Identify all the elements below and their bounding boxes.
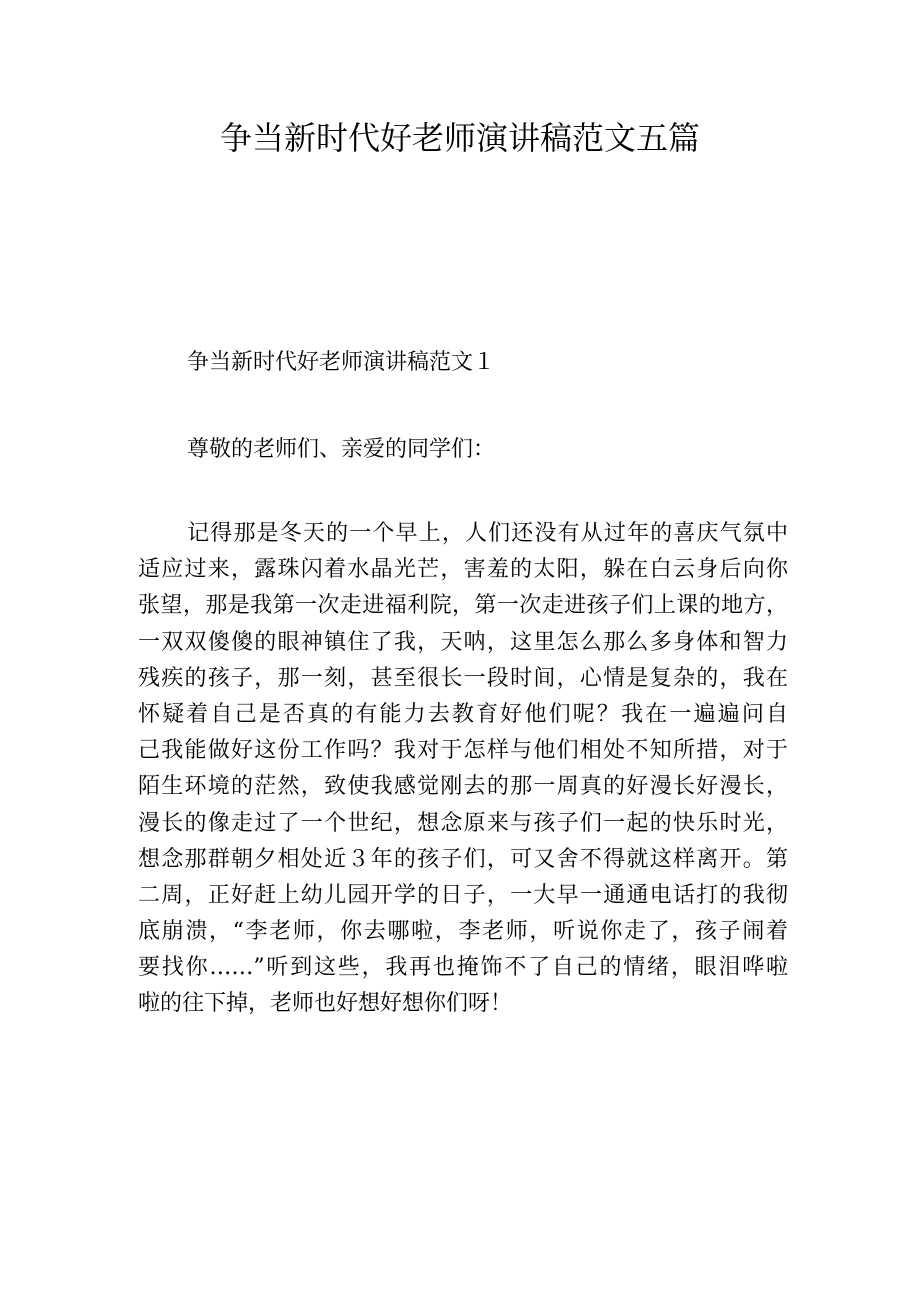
paragraph-line: 想念那群朝夕相处近３年的孩子们，可又舍不得就这样离开。第 (138, 846, 788, 872)
paragraph-line: 己我能做好这份工作吗？我对于怎样与他们相处不知所措，对于 (138, 738, 788, 764)
paragraph-line: 张望，那是我第一次走进福利院，第一次走进孩子们上课的地方， (138, 593, 788, 619)
paragraph-line: 啦的往下掉，老师也好想好想你们呀！ (138, 991, 513, 1017)
paragraph-line: 陌生环境的茫然，致使我感觉刚去的那一周真的好漫长好漫长， (138, 774, 788, 800)
paragraph-line: 二周，正好赶上幼儿园开学的日子，一大早一通通电话打的我彻 (138, 882, 788, 908)
body-paragraph (138, 516, 788, 1023)
paragraph-line: 残疾的孩子，那一刻，甚至很长一段时间，心情是复杂的，我在 (138, 665, 788, 691)
paragraph-line: 一双双傻傻的眼神镇住了我，天呐，这里怎么那么多身体和智力 (138, 629, 788, 655)
section-heading: 争当新时代好老师演讲稿范文１ (187, 350, 496, 375)
paragraph-line: 要找你……”听到这些，我再也掩饰不了自己的情绪，眼泪哗啦 (138, 955, 788, 981)
document-title: 争当新时代好老师演讲稿范文五篇 (219, 119, 700, 157)
paragraph-line (138, 516, 788, 552)
greeting-line: 尊敬的老师们、亲爱的同学们： (187, 437, 496, 462)
paragraph-line-text: 记得那是冬天的一个早上，人们还没有从过年的喜庆气氛中 (186, 521, 788, 546)
paragraph-line: 适应过来，露珠闪着水晶光芒，害羞的太阳，躲在白云身后向你 (138, 557, 788, 583)
paragraph-line: 漫长的像走过了一个世纪，想念原来与孩子们一起的快乐时光， (138, 810, 788, 836)
paragraph-line: 怀疑着自己是否真的有能力去教育好他们呢？我在一遍遍问自 (138, 701, 788, 727)
paragraph-line: 底崩溃，“李老师，你去哪啦，李老师，听说你走了，孩子闹着 (138, 919, 788, 945)
